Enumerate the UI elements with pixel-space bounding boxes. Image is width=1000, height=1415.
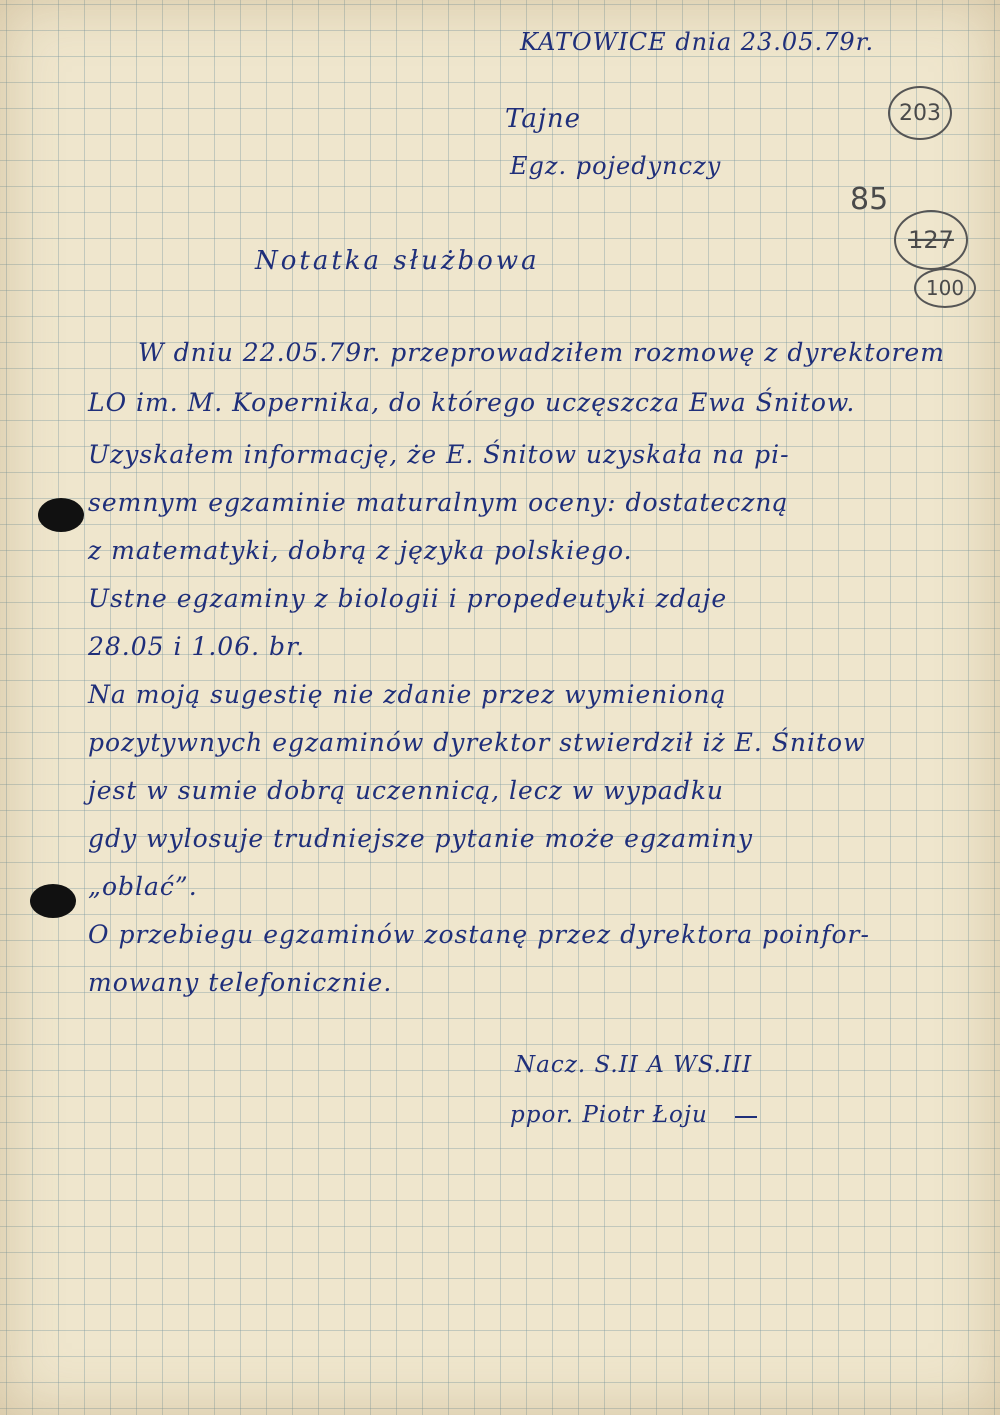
body-line-1: W dniu 22.05.79r. przeprowadziłem rozmowę z dyrektorem — [138, 338, 945, 367]
old-number-bottom-stamp — [914, 268, 976, 308]
body-line-8: Na moją sugestię nie zdanie przez wymienioną — [88, 680, 727, 709]
signature-dash — [735, 1116, 757, 1118]
body-line-13: O przebiegu egzaminów zostanę przez dyrektora poinfor- — [88, 920, 870, 949]
punch-hole-top — [38, 498, 84, 532]
signature-deputy: Nacz. S.II A WS.III — [515, 1052, 753, 1078]
old-number-crossed: 127 — [908, 226, 954, 254]
body-line-9: pozytywnych egzaminów dyrektor stwierdził iż E. Śnitow — [88, 728, 866, 757]
copy-note: Egz. pojedynczy — [510, 152, 722, 180]
old-number-bottom: 100 — [925, 276, 965, 300]
body-line-3: Uzyskałem informację, że E. Śnitow uzyskała na pi- — [88, 440, 790, 469]
body-line-12: „oblać”. — [88, 872, 198, 901]
old-number-crossed-stamp — [894, 210, 968, 270]
punch-hole-bottom — [30, 884, 76, 918]
body-line-10: jest w sumie dobrą uczennicą, lecz w wypadku — [88, 776, 724, 805]
place-date: KATOWICE dnia 23.05.79r. — [520, 28, 875, 56]
document-title: Notatka służbowa — [255, 246, 540, 276]
page-number-stamp — [888, 86, 952, 140]
body-line-6: Ustne egzaminy z biologii i propedeutyki zdaje — [88, 584, 728, 613]
classification: Tajne — [505, 104, 582, 134]
old-number-top: 85 — [850, 182, 889, 217]
body-line-5: z matematyki, dobrą z języka polskiego. — [88, 536, 633, 565]
page-number: 203 — [899, 100, 941, 126]
signature-name: ppor. Piotr Łoju — [510, 1102, 708, 1128]
body-line-4: semnym egzaminie maturalnym oceny: dostateczną — [88, 488, 789, 517]
body-line-14: mowany telefonicznie. — [88, 968, 393, 997]
body-line-2: LO im. M. Kopernika, do którego uczęszcza Ewa Śnitow. — [88, 388, 856, 417]
body-line-7: 28.05 i 1.06. br. — [88, 632, 306, 661]
body-line-11: gdy wylosuje trudniejsze pytanie może egzaminy — [88, 824, 753, 853]
